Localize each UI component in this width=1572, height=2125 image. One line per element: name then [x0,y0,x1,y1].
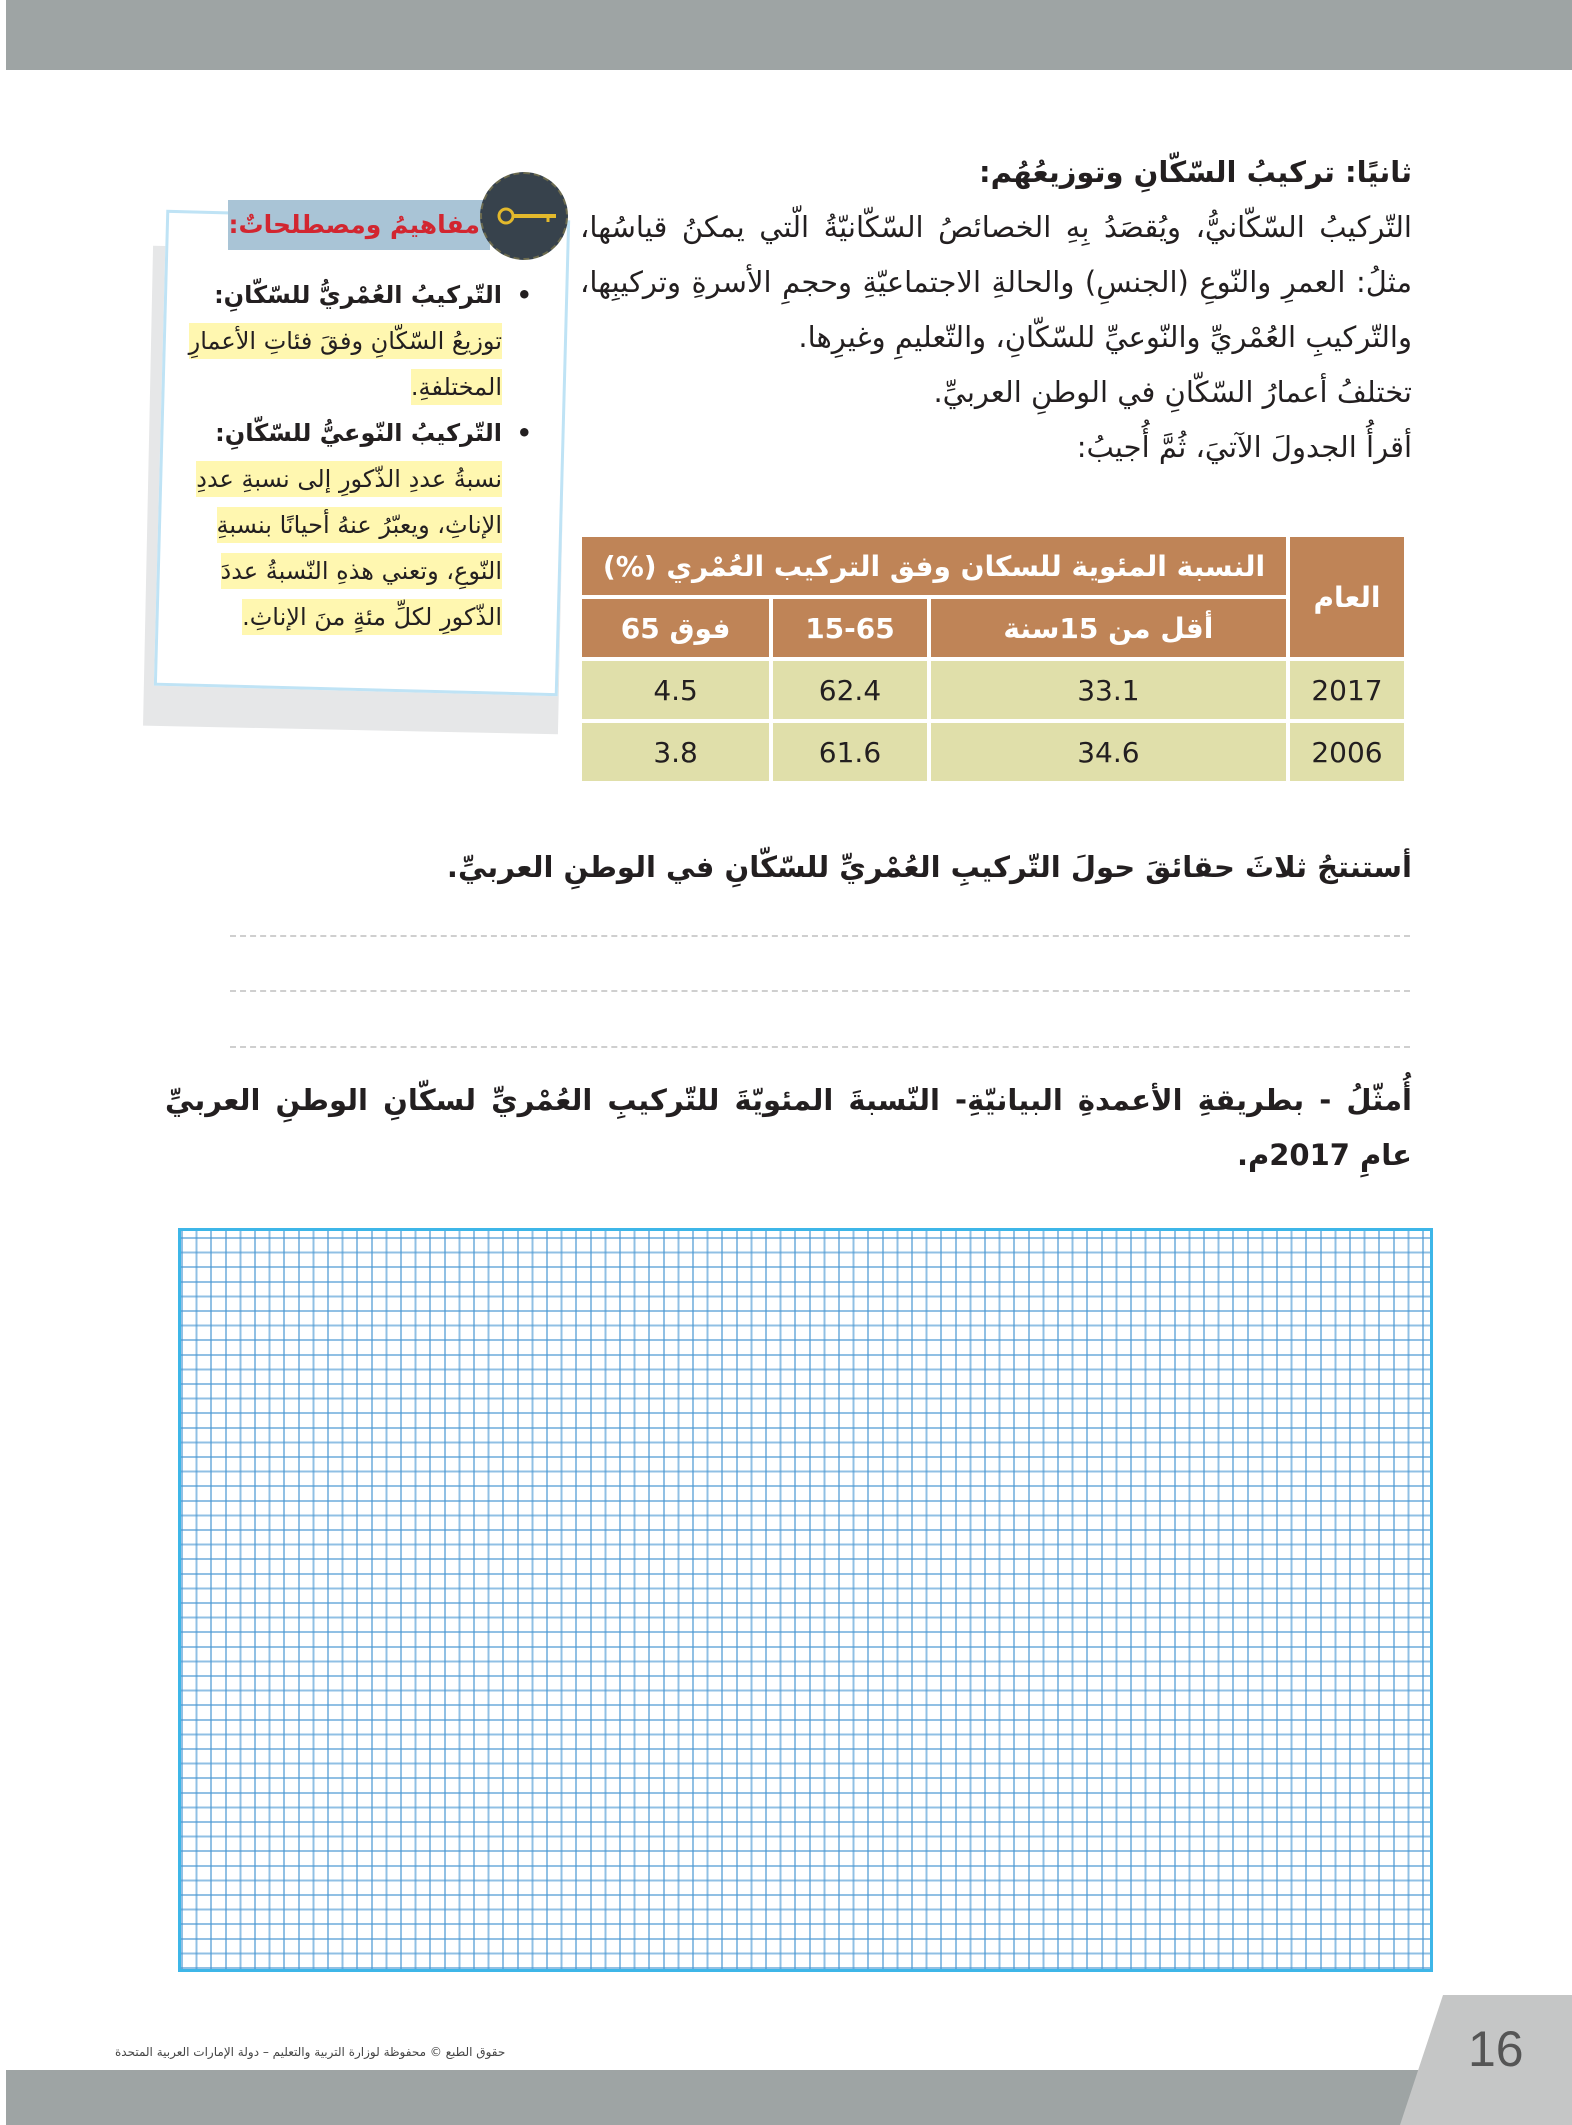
value-cell: 3.8 [582,723,769,781]
top-bar [6,0,1572,70]
question-2: أُمثّلُ - بطريقةِ الأعمدةِ البيانيّةِ- النّسبةَ المئويّةَ للتّركيبِ العُمْريِّ لسكّانِ الوطنِ العربيِّ عامِ 2017م. [165,1083,1412,1172]
value-cell: 33.1 [931,661,1286,719]
copyright-text: حقوق الطبع © محفوظة لوزارة التربية والتعليم – دولة الإمارات العربية المتحدة [115,2045,506,2059]
section-heading: ثانيًا: تركيبُ السّكّانِ وتوزيعُهُم: [979,155,1412,189]
section-paragraph: التّركيبُ السّكّانيُّ، ويُقصَدُ بِهِ الخصائصُ السّكّانيّةُ الّتي يمكنُ قياسُها، مثلُ: العمرِ والنّوعِ (الجنسِ) والحالةِ الاجتماعيّةِ وحجمِ الأسرةِ وتركيبِها، والتّركيبِ العُمْريِّ والنّوعيِّ للسّكّانِ، والتّعليمِ وغيرِها. [580,210,1412,354]
term-age-structure: • التّركيبُ العُمْريُّ للسّكّانِ: [182,272,502,318]
concepts-title: مفاهيمُ ومصطلحاتٌ: [228,200,490,250]
column-header: أقل من 15سنة [931,599,1286,657]
table-row [582,723,1404,781]
year-header: العام [1290,537,1404,657]
column-header: 15-65 [773,599,927,657]
year-cell: 2017 [1290,661,1404,719]
footer-bar [6,2070,1572,2125]
key-icon [480,172,568,260]
question-1: أستنتجُ ثلاثَ حقائقَ حولَ التّركيبِ العُمْريِّ للسّكّانِ في الوطنِ العربيِّ. [446,850,1412,884]
term-sex-structure: • التّركيبُ النّوعيُّ للسّكّانِ: [182,410,502,456]
concepts-list [182,272,502,640]
age-structure-table [578,533,1408,785]
value-cell: 34.6 [931,723,1286,781]
table-row [582,661,1404,719]
section-line: تختلفُ أعمارُ السّكّانِ في الوطنِ العربيِّ. [933,375,1412,409]
definition-sex-structure: نسبةُ عددِ الذّكورِ إلى نسبةِ عددِ الإناثِ، ويعبّرُ عنهُ أحيانًا بنسبةِ النّوعِ، وتعني هذهِ النّسبةُ عددَ الذّكورِ لكلِّ مئةٍ منَ الإناثِ. [196,461,502,635]
answer-line-1[interactable] [230,935,1410,937]
answer-line-3[interactable] [230,1046,1410,1048]
year-cell: 2006 [1290,723,1404,781]
column-header: فوق 65 [582,599,769,657]
value-cell: 62.4 [773,661,927,719]
group-header: النسبة المئوية للسكان وفق التركيب العُمْري (%) [582,537,1286,595]
graph-paper[interactable] [178,1228,1433,1972]
section-text [580,145,1412,475]
value-cell: 61.6 [773,723,927,781]
answer-line-2[interactable] [230,990,1410,992]
instruction: أقرأُ الجدولَ الآتيَ، ثُمَّ أُجيبُ: [1076,430,1412,464]
page-number: 16 [1468,2021,1524,2077]
value-cell: 4.5 [582,661,769,719]
definition-age-structure: توزيعُ السّكّانِ وفقَ فئاتِ الأعمارِ المختلفةِ. [189,323,502,405]
